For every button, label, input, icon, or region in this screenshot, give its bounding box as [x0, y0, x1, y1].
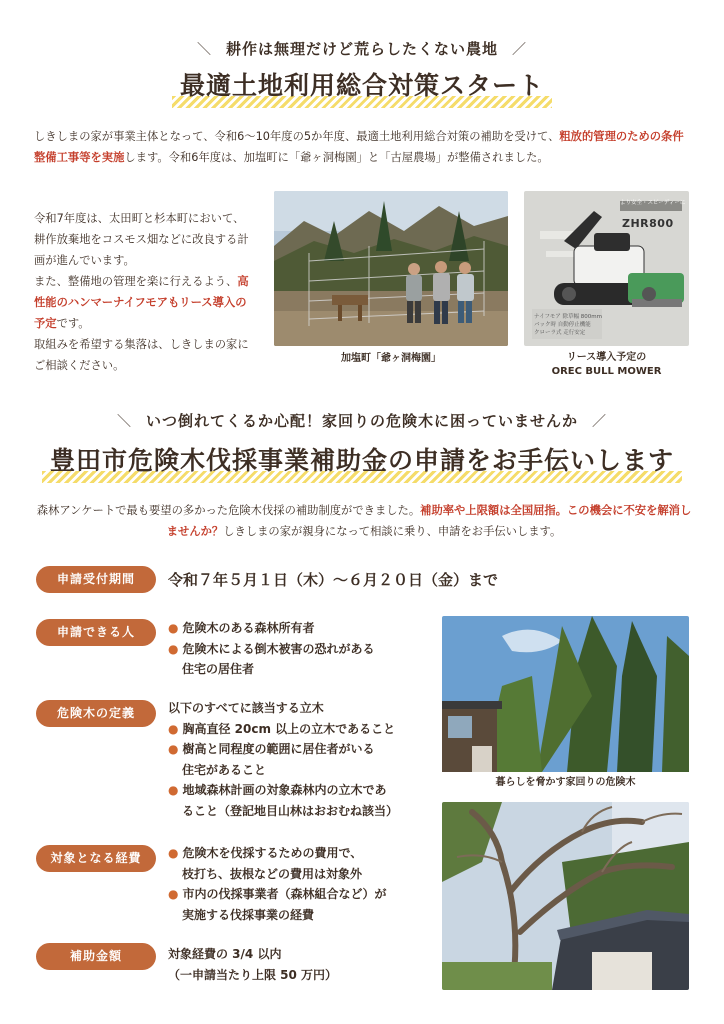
section1-headline: 最適土地利用総合対策スタート	[172, 66, 552, 104]
subsidy-line-2: （一申請当たり上限 50 万円）	[168, 967, 338, 982]
eligible-applicant-label: 申請できる人	[36, 619, 156, 646]
mower-spec-2: バック時 自動停止機能	[534, 322, 591, 328]
def-item-2a: 樹高と同程度の範囲に居住者がいる	[182, 742, 375, 756]
bullet-icon: ●	[168, 742, 179, 756]
section1-body-c: です。	[56, 317, 90, 330]
who-item-2b: 住宅の居住者	[182, 662, 255, 676]
def-item-3b: ること（登記地目山林はおおむね該当）	[182, 803, 399, 818]
section1-body-highlight: 高性能のハンマーナイフモアもリース導入の予定	[34, 275, 249, 330]
section1-intro	[34, 126, 694, 168]
bullet-icon: ●	[168, 621, 179, 635]
section1-kicker-text: 耕作は無理だけど荒らしたくない農地	[225, 40, 498, 58]
danger-tree-caption: 暮らしを脅かす家回りの危険木	[495, 777, 636, 788]
section2-headline-wrap	[0, 441, 724, 479]
definition-list	[168, 698, 438, 821]
period-label: 申請受付期間	[36, 566, 156, 593]
mower-specs	[534, 313, 602, 337]
cost-item-1b: 枝打ち、抜根などの費用は対象外	[182, 866, 363, 881]
section1-intro-b: します。令和6年度は、加塩町に「爺ヶ洞梅園」と「古屋農場」が整備されました。	[124, 151, 549, 164]
slash-decoration-right: ／	[512, 42, 527, 58]
section1-headline-wrap	[0, 66, 724, 104]
mower-spec-1: ナイフモア 除草幅 800mm	[534, 314, 602, 320]
mower-caption-line-2: OREC BULL MOWER	[551, 366, 662, 377]
section1-kicker	[0, 38, 724, 59]
list-item	[168, 884, 438, 925]
mower-tag: より安全・スピーディーに	[620, 200, 686, 206]
definition-label: 危険木の定義	[36, 700, 156, 727]
section1-intro-highlight: 粗放的管理のための条件整備工事等を実施	[34, 130, 684, 164]
list-item	[168, 780, 438, 821]
section1-body-b: また、整備地の管理を楽に行えるよう、	[34, 275, 238, 288]
section2-intro-a: 森林アンケートで最も要望の多かった危険木伐採の補助制度ができました。	[36, 504, 421, 517]
section2-headline: 豊田市危険木伐採事業補助金の申請をお手伝いします	[42, 441, 682, 479]
definition-intro: 以下のすべてに該当する立木	[168, 701, 324, 715]
mower-model: ZHR800	[622, 217, 674, 230]
section2-kicker-text: いつ倒れてくるか心配！家回りの危険木に困っていませんか	[145, 412, 578, 430]
section2-intro-highlight: 補助率や上限額は全国屈指。この機会に不安を解消しませんか？	[166, 504, 692, 538]
danger-tree-photo	[442, 616, 689, 792]
eligible-cost-label: 対象となる経費	[36, 845, 156, 872]
eligible-applicant-list	[168, 618, 428, 680]
section2-intro	[34, 500, 694, 542]
section2-intro-b: しきしまの家が親身になって相談に乗り、申請をお手伝いします。	[223, 525, 562, 538]
roof-tree-photo	[442, 802, 689, 990]
mower-photo	[524, 191, 689, 346]
bullet-icon: ●	[168, 641, 179, 656]
slash-decoration-right: ／	[592, 414, 607, 430]
subsidy-line-1: 対象経費の 3/4 以内	[168, 947, 282, 961]
list-item	[168, 843, 438, 884]
bullet-icon: ●	[168, 846, 179, 860]
slash-decoration-left: ＼	[116, 414, 132, 430]
mower-photo-caption	[524, 351, 689, 379]
orchard-photo-caption: 加塩町「爺ヶ洞梅園」	[341, 353, 441, 364]
who-item-1: 危険木のある森林所有者	[182, 621, 315, 635]
roof-tree-illustration	[442, 802, 689, 990]
mower-caption-line-1: リース導入予定の	[566, 352, 647, 363]
list-item	[168, 618, 428, 639]
def-item-3a: 地域森林計画の対象森林内の立木であ	[182, 783, 387, 797]
bullet-icon: ●	[168, 783, 179, 797]
def-item-1: 胸高直径 20cm 以上の立木であること	[182, 721, 396, 736]
list-item	[168, 719, 438, 740]
def-item-2b: 住宅があること	[182, 762, 267, 777]
bullet-icon: ●	[168, 721, 179, 736]
period-value: 令和７年５月１日（木）〜６月２０日（金）まで	[168, 571, 499, 589]
section2-kicker	[0, 410, 724, 431]
slash-decoration-left: ＼	[196, 42, 212, 58]
cost-item-2a: 市内の伐採事業者（森林組合など）が	[182, 887, 387, 901]
mower-spec-3: クローラ式 走行安定	[534, 330, 586, 336]
section1-body-a: 令和7年度は、太田町と杉本町において、耕作放棄地をコスモス畑などに改良する計画が進んでいます。	[34, 212, 249, 267]
danger-tree-illustration	[442, 616, 689, 772]
cost-item-2b: 実施する伐採事業の経費	[182, 907, 315, 922]
orchard-photo	[274, 191, 508, 346]
orchard-photo-illustration	[274, 191, 508, 346]
section1-body	[34, 208, 252, 376]
list-item	[168, 639, 428, 680]
bullet-icon: ●	[168, 887, 179, 901]
who-item-2a: 危険木による倒木被害の恐れがある	[182, 641, 375, 656]
section1-intro-a: しきしまの家が事業主体となって、令和6〜10年度の5か年度、最適土地利用総合対策の補助を受けて、	[34, 130, 560, 143]
subsidy-amount	[168, 944, 428, 985]
cost-item-1a: 危険木を伐採するための費用で、	[182, 846, 363, 860]
subsidy-amount-label: 補助金額	[36, 943, 156, 970]
list-item	[168, 739, 438, 780]
section1-body-d: 取組みを希望する集落は、しきしまの家にご相談ください。	[34, 338, 249, 372]
eligible-cost-list	[168, 843, 438, 925]
